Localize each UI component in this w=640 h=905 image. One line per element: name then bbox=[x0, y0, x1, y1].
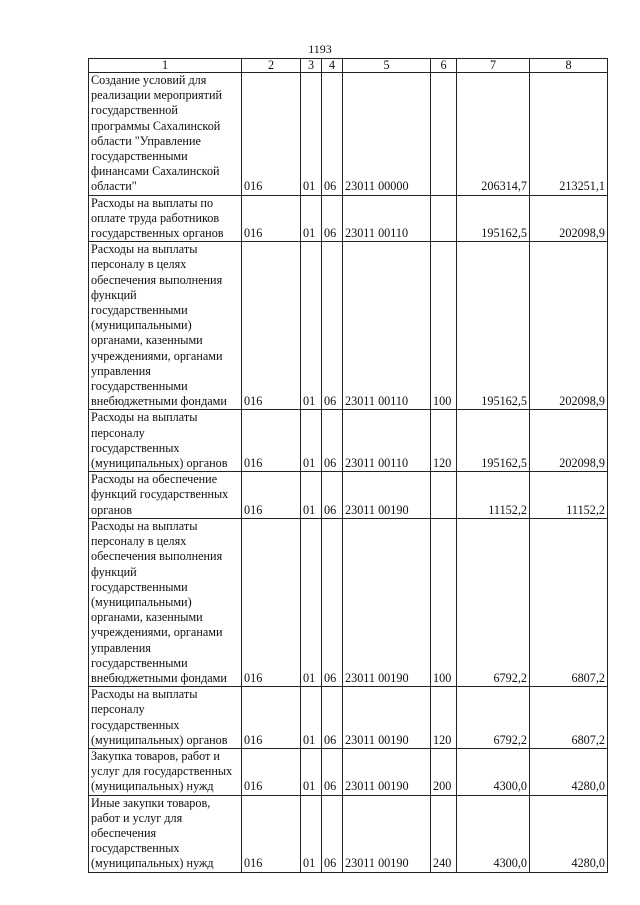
target-article-code: 23011 00110 bbox=[343, 195, 431, 242]
table-row bbox=[89, 410, 608, 472]
target-article-code: 23011 00110 bbox=[343, 410, 431, 472]
target-article-code: 23011 00190 bbox=[343, 518, 431, 686]
table-row bbox=[89, 73, 608, 196]
amount-col7: 206314,7 bbox=[457, 73, 530, 196]
ministry-code: 016 bbox=[242, 518, 301, 686]
amount-col8: 4280,0 bbox=[530, 748, 608, 795]
ministry-code: 016 bbox=[242, 73, 301, 196]
ministry-code: 016 bbox=[242, 795, 301, 872]
subsection-code: 06 bbox=[322, 73, 343, 196]
expense-type-code bbox=[431, 472, 457, 519]
amount-col8: 6807,2 bbox=[530, 687, 608, 749]
expense-name: Закупка товаров, работ и услуг для государственных (муниципальных) нужд bbox=[89, 748, 242, 795]
table-row bbox=[89, 687, 608, 749]
table-row bbox=[89, 472, 608, 519]
ministry-code: 016 bbox=[242, 242, 301, 410]
section-code: 01 bbox=[301, 748, 322, 795]
target-article-code: 23011 00190 bbox=[343, 748, 431, 795]
ministry-code: 016 bbox=[242, 748, 301, 795]
target-article-code: 23011 00000 bbox=[343, 73, 431, 196]
amount-col7: 195162,5 bbox=[457, 410, 530, 472]
table-row bbox=[89, 518, 608, 686]
subsection-code: 06 bbox=[322, 518, 343, 686]
expense-type-code: 120 bbox=[431, 687, 457, 749]
target-article-code: 23011 00190 bbox=[343, 687, 431, 749]
section-code: 01 bbox=[301, 472, 322, 519]
amount-col8: 213251,1 bbox=[530, 73, 608, 196]
section-code: 01 bbox=[301, 410, 322, 472]
subsection-code: 06 bbox=[322, 472, 343, 519]
expense-name: Расходы на обеспечение функций государственных органов bbox=[89, 472, 242, 519]
amount-col8: 4280,0 bbox=[530, 795, 608, 872]
expense-type-code: 100 bbox=[431, 242, 457, 410]
column-header: 3 bbox=[301, 59, 322, 73]
ministry-code: 016 bbox=[242, 472, 301, 519]
ministry-code: 016 bbox=[242, 410, 301, 472]
amount-col7: 195162,5 bbox=[457, 242, 530, 410]
expense-type-code: 100 bbox=[431, 518, 457, 686]
subsection-code: 06 bbox=[322, 795, 343, 872]
target-article-code: 23011 00110 bbox=[343, 242, 431, 410]
amount-col7: 4300,0 bbox=[457, 748, 530, 795]
expense-type-code: 200 bbox=[431, 748, 457, 795]
section-code: 01 bbox=[301, 242, 322, 410]
column-header: 8 bbox=[530, 59, 608, 73]
expense-name: Расходы на выплаты персоналу в целях обеспечения выполнения функций государственными (муниципальными) органами, казенными учреждениями, органами управления государственными внебюджетными фондами bbox=[89, 518, 242, 686]
column-header: 6 bbox=[431, 59, 457, 73]
column-header: 4 bbox=[322, 59, 343, 73]
section-code: 01 bbox=[301, 687, 322, 749]
target-article-code: 23011 00190 bbox=[343, 472, 431, 519]
header-row bbox=[89, 59, 608, 73]
target-article-code: 23011 00190 bbox=[343, 795, 431, 872]
expense-type-code bbox=[431, 195, 457, 242]
column-header: 5 bbox=[343, 59, 431, 73]
amount-col8: 202098,9 bbox=[530, 195, 608, 242]
column-header: 1 bbox=[89, 59, 242, 73]
column-header: 7 bbox=[457, 59, 530, 73]
section-code: 01 bbox=[301, 795, 322, 872]
amount-col7: 195162,5 bbox=[457, 195, 530, 242]
expense-name: Расходы на выплаты по оплате труда работников государственных органов bbox=[89, 195, 242, 242]
expense-type-code: 120 bbox=[431, 410, 457, 472]
expense-name: Создание условий для реализации мероприятий государственной программы Сахалинской области "Управление государственными финансами Сахалинской области" bbox=[89, 73, 242, 196]
expense-name: Расходы на выплаты персоналу в целях обеспечения выполнения функций государственными (муниципальными) органами, казенными учреждениями, органами управления государственными внебюджетными фондами bbox=[89, 242, 242, 410]
amount-col8: 202098,9 bbox=[530, 242, 608, 410]
ministry-code: 016 bbox=[242, 687, 301, 749]
expense-name: Расходы на выплаты персоналу государственных (муниципальных) органов bbox=[89, 687, 242, 749]
amount-col8: 6807,2 bbox=[530, 518, 608, 686]
section-code: 01 bbox=[301, 518, 322, 686]
table-row bbox=[89, 242, 608, 410]
subsection-code: 06 bbox=[322, 195, 343, 242]
amount-col7: 6792,2 bbox=[457, 518, 530, 686]
section-code: 01 bbox=[301, 195, 322, 242]
section-code: 01 bbox=[301, 73, 322, 196]
amount-col7: 4300,0 bbox=[457, 795, 530, 872]
page-number: 1193 bbox=[308, 42, 332, 56]
expense-type-code: 240 bbox=[431, 795, 457, 872]
ministry-code: 016 bbox=[242, 195, 301, 242]
budget-table bbox=[88, 58, 608, 873]
table-row bbox=[89, 195, 608, 242]
subsection-code: 06 bbox=[322, 748, 343, 795]
expense-name: Иные закупки товаров, работ и услуг для обеспечения государственных (муниципальных) нужд bbox=[89, 795, 242, 872]
expense-name: Расходы на выплаты персоналу государственных (муниципальных) органов bbox=[89, 410, 242, 472]
amount-col8: 202098,9 bbox=[530, 410, 608, 472]
amount-col8: 11152,2 bbox=[530, 472, 608, 519]
subsection-code: 06 bbox=[322, 687, 343, 749]
subsection-code: 06 bbox=[322, 242, 343, 410]
amount-col7: 11152,2 bbox=[457, 472, 530, 519]
table-row bbox=[89, 748, 608, 795]
subsection-code: 06 bbox=[322, 410, 343, 472]
amount-col7: 6792,2 bbox=[457, 687, 530, 749]
expense-type-code bbox=[431, 73, 457, 196]
column-header: 2 bbox=[242, 59, 301, 73]
table-row bbox=[89, 795, 608, 872]
